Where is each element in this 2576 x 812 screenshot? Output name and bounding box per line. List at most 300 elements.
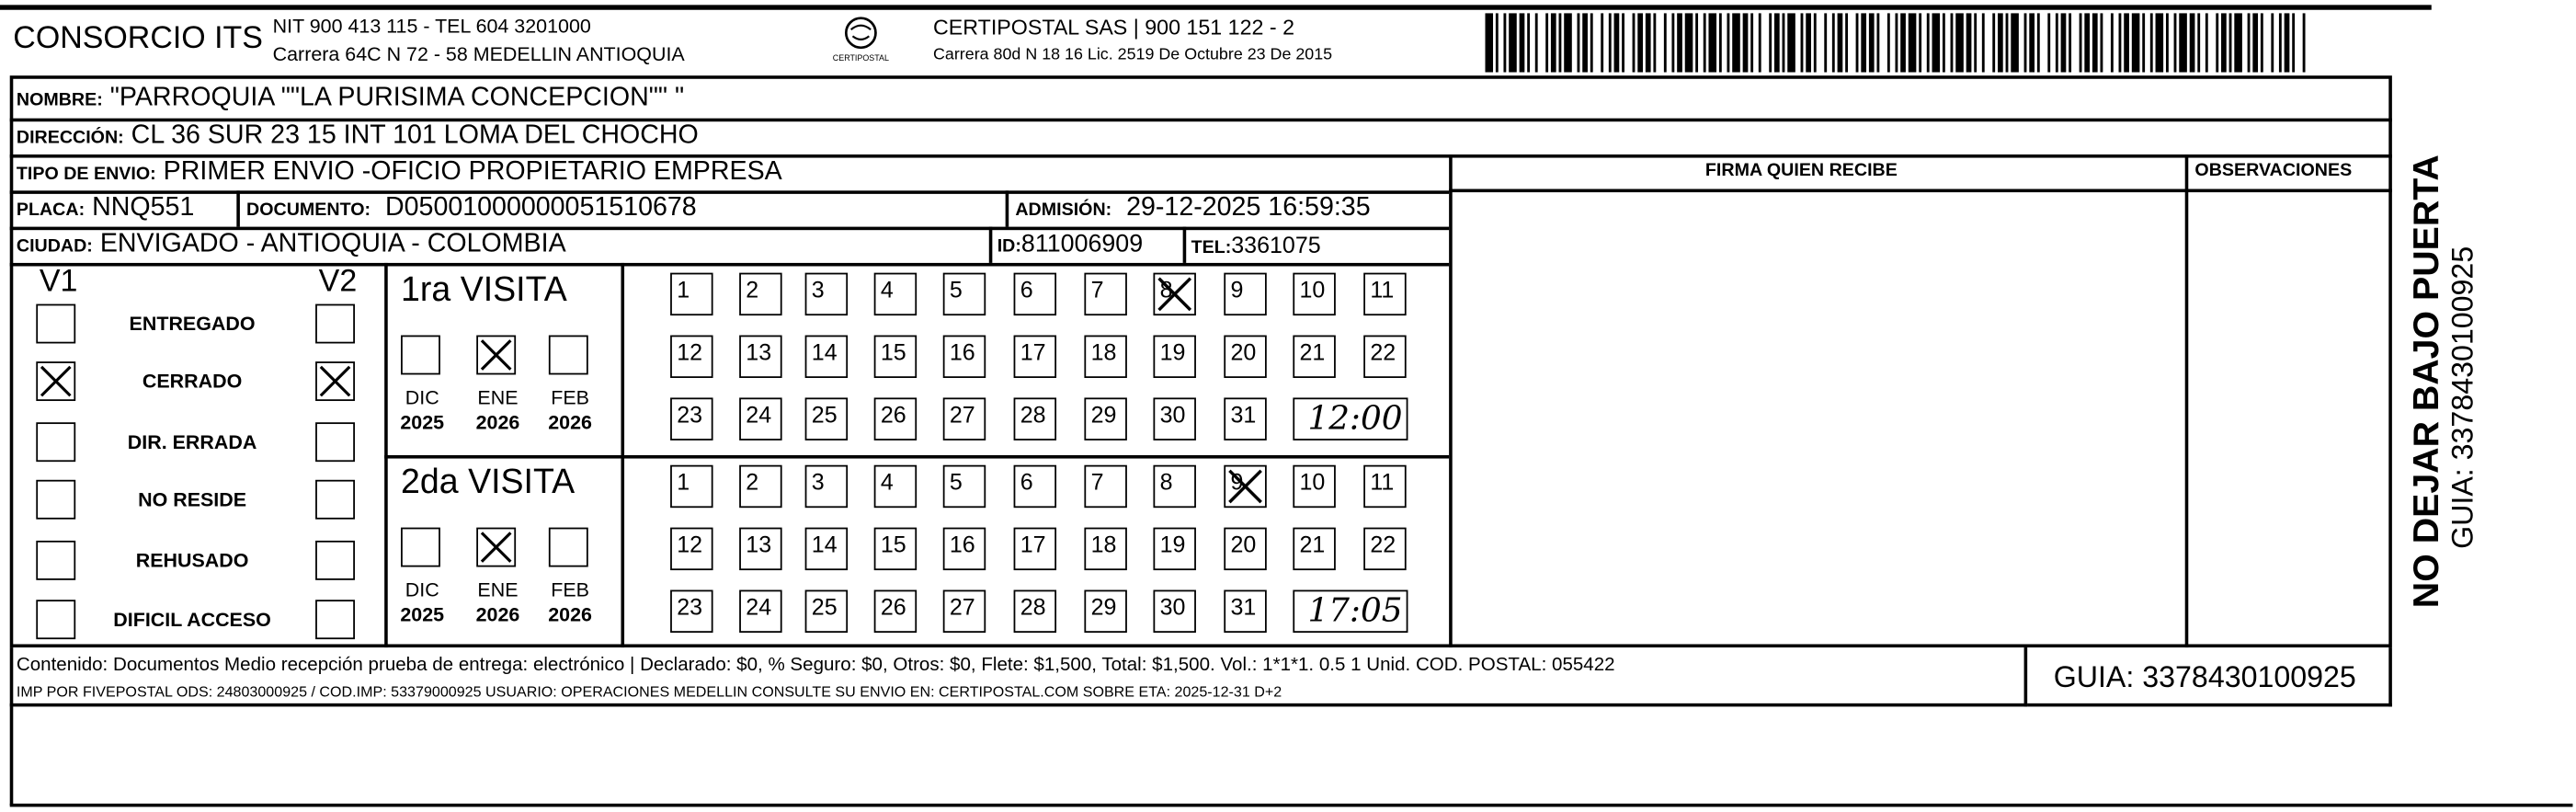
day-box[interactable] <box>805 465 848 508</box>
side-notice: NO DEJAR BAJO PUERTA <box>2405 154 2446 609</box>
month-year: 2026 <box>475 602 520 626</box>
day-number: 25 <box>811 401 838 428</box>
barcode-bar <box>2069 13 2071 72</box>
day-number: 22 <box>1370 531 1396 557</box>
day-number: 1 <box>677 468 690 495</box>
ciudad-label: CIUDAD: <box>16 236 93 257</box>
day-number: 17 <box>1020 338 1046 365</box>
barcode-bar <box>1509 13 1517 72</box>
barcode-bar <box>2156 13 2164 72</box>
day-number: 20 <box>1230 531 1257 557</box>
day-number: 3 <box>811 468 825 495</box>
day-number: 12 <box>677 531 703 557</box>
firma-header: FIRMA QUIEN RECIBE <box>1704 161 1898 181</box>
barcode-bar <box>2119 13 2122 72</box>
day-number: 10 <box>1299 468 1326 495</box>
status-label: CERRADO <box>142 370 243 394</box>
day-number: 22 <box>1370 338 1396 365</box>
tel-value: 3361075 <box>1231 231 1321 258</box>
barcode-bar <box>1535 13 1538 72</box>
day-box[interactable] <box>1153 590 1195 633</box>
footer-contenido: Contenido: Documentos Medio recepción prueba de entrega: electrónico | Declarado: $0, % Seguro: $0, Otros: $0, Flete: $1,500, Total: $1,500. Vol.: 1*1*1. 0.5 1 Unid. COD. POSTAL: 055422 <box>16 656 1615 676</box>
day-box[interactable] <box>1014 336 1056 378</box>
id-label: ID: <box>997 236 1021 257</box>
day-number: 14 <box>811 338 838 365</box>
day-number: 20 <box>1230 338 1257 365</box>
barcode-bar <box>1769 13 1772 72</box>
barcode-bar <box>1653 13 1656 72</box>
footer-guia: GUIA: 3378430100925 <box>2053 660 2356 694</box>
day-box[interactable] <box>1153 465 1195 508</box>
barcode-bar <box>2234 13 2242 72</box>
day-box[interactable] <box>805 273 848 315</box>
day-box[interactable] <box>739 336 781 378</box>
day-number: 8 <box>1159 276 1173 303</box>
barcode-bar <box>1806 13 1811 72</box>
day-number: 3 <box>811 276 825 303</box>
day-number: 29 <box>1090 593 1117 620</box>
tel-field <box>1191 231 1321 260</box>
barcode-bar <box>1774 13 1780 72</box>
month-year: 2026 <box>475 410 520 434</box>
nombre-field <box>17 86 684 112</box>
company-nit: NIT 900 413 115 - TEL 604 3201000 <box>272 15 591 39</box>
day-number: 6 <box>1020 468 1033 495</box>
day-number: 28 <box>1020 401 1046 428</box>
barcode-bar <box>2216 13 2218 72</box>
barcode-bar <box>1759 13 1761 72</box>
day-box[interactable] <box>1014 465 1056 508</box>
barcode-bar <box>1982 13 1985 72</box>
barcode-bar <box>1943 13 1945 72</box>
page-edge-left <box>10 706 14 805</box>
day-number: 13 <box>746 531 772 557</box>
day-box[interactable] <box>1363 528 1406 570</box>
day-box[interactable] <box>805 336 848 378</box>
day-number: 14 <box>811 531 838 557</box>
carrier-name: CERTIPOSTAL SAS | 900 151 122 - 2 <box>933 15 1295 40</box>
tipo-envio-field <box>17 159 782 186</box>
day-box[interactable] <box>1084 336 1126 378</box>
barcode-bar <box>2092 13 2098 72</box>
visit-time[interactable]: 12:00 <box>1293 397 1408 440</box>
barcode-bar <box>1861 13 1866 72</box>
day-box[interactable] <box>1293 465 1335 508</box>
day-number: 4 <box>880 276 894 303</box>
day-box[interactable] <box>1084 590 1126 633</box>
month-name: DIC <box>405 578 439 602</box>
day-number: 19 <box>1159 338 1186 365</box>
day-number: 25 <box>811 593 838 620</box>
top-rule <box>0 5 2432 9</box>
day-number: 10 <box>1299 276 1326 303</box>
barcode-bar <box>1614 13 1620 72</box>
barcode-bar <box>2061 13 2067 72</box>
day-number: 30 <box>1159 593 1186 620</box>
day-number: 2 <box>746 276 759 303</box>
barcode-bar <box>2047 13 2050 72</box>
nombre-value: "PARROQUIA ""LA PURISIMA CONCEPCION"" " <box>109 84 685 112</box>
barcode-bar <box>2037 13 2040 72</box>
day-number: 9 <box>1230 468 1244 495</box>
x-mark-icon <box>478 529 514 565</box>
day-box[interactable] <box>1363 273 1406 315</box>
barcode-bar <box>1727 13 1729 72</box>
barcode-bar <box>1564 13 1572 72</box>
barcode-bar <box>1559 13 1562 72</box>
day-box[interactable] <box>739 397 781 440</box>
barcode-bar <box>1743 13 1749 72</box>
id-value: 811006909 <box>1020 230 1144 258</box>
barcode-bar <box>1787 13 1795 72</box>
company-name: CONSORCIO ITS <box>13 21 263 56</box>
visit-title: 1ra VISITA <box>401 270 567 309</box>
day-box[interactable] <box>1014 528 1056 570</box>
direccion-label: DIRECCIÓN: <box>16 128 124 148</box>
placa-field <box>16 193 195 223</box>
day-number: 28 <box>1020 593 1046 620</box>
month-name: DIC <box>405 385 439 409</box>
direccion-value: CL 36 SUR 23 15 INT 101 LOMA DEL CHOCHO <box>131 121 699 150</box>
day-box[interactable] <box>1084 528 1126 570</box>
barcode-bar <box>1919 13 1921 72</box>
day-number: 31 <box>1230 401 1257 428</box>
barcode-bar <box>1485 13 1493 72</box>
day-number: 23 <box>677 593 703 620</box>
day-number: 24 <box>746 401 772 428</box>
barcode-bar <box>1927 13 1930 72</box>
day-box[interactable] <box>670 590 712 633</box>
barcode-bar <box>1551 13 1556 72</box>
barcode-bar <box>2221 13 2227 72</box>
barcode-bar <box>1719 13 1722 72</box>
barcode-bar <box>1992 13 1995 72</box>
day-box[interactable] <box>1224 336 1266 378</box>
day-number: 19 <box>1159 531 1186 557</box>
barcode-bar <box>2206 13 2208 72</box>
day-number: 16 <box>949 531 975 557</box>
x-mark-icon <box>1155 274 1194 314</box>
barcode-bar <box>1824 13 1827 72</box>
side-guia: GUIA: 3378430100925 <box>2445 246 2479 549</box>
barcode-bar <box>1578 13 1580 72</box>
direccion-field <box>17 123 699 150</box>
day-number: 12 <box>677 338 703 365</box>
barcode-bar <box>1582 13 1588 72</box>
barcode-bar <box>2261 13 2263 72</box>
status-label: REHUSADO <box>135 548 249 572</box>
day-number: 8 <box>1159 468 1173 495</box>
barcode-bar <box>1951 13 1954 72</box>
day-number: 27 <box>949 593 975 620</box>
barcode-bar <box>1801 13 1804 72</box>
day-number: 7 <box>1090 468 1104 495</box>
day-box[interactable] <box>805 590 848 633</box>
barcode-bar <box>1637 13 1643 72</box>
barcode-bar <box>2080 13 2082 72</box>
status-label: NO RESIDE <box>138 487 247 511</box>
day-number: 15 <box>880 531 906 557</box>
tel-label: TEL: <box>1191 238 1232 258</box>
day-number: 18 <box>1090 531 1117 557</box>
barcode-bar <box>2292 13 2295 72</box>
barcode-bar <box>2029 13 2035 72</box>
day-box[interactable] <box>943 465 986 508</box>
day-box[interactable] <box>1224 465 1266 508</box>
day-number: 11 <box>1370 468 1395 495</box>
day-number: 29 <box>1090 401 1117 428</box>
barcode-bar <box>1895 13 1898 72</box>
barcode-bar <box>1685 13 1693 72</box>
day-box[interactable] <box>1084 397 1126 440</box>
month-checkbox[interactable] <box>476 528 516 567</box>
day-box[interactable] <box>943 397 986 440</box>
day-box[interactable] <box>670 397 712 440</box>
day-box[interactable] <box>874 336 917 378</box>
day-number: 21 <box>1299 338 1326 365</box>
day-number: 26 <box>880 593 906 620</box>
day-box[interactable] <box>670 336 712 378</box>
day-number: 6 <box>1020 276 1033 303</box>
day-number: 5 <box>949 276 963 303</box>
day-box[interactable] <box>1224 273 1266 315</box>
barcode-bar <box>2279 13 2282 72</box>
barcode-bar <box>1664 13 1667 72</box>
status-label: DIR. ERRADA <box>127 430 257 454</box>
month-year: 2026 <box>548 602 592 626</box>
barcode-bar <box>1695 13 1698 72</box>
x-mark-icon <box>478 337 514 372</box>
barcode-bar <box>2303 13 2306 72</box>
day-number: 24 <box>746 593 772 620</box>
day-number: 9 <box>1230 276 1244 303</box>
barcode-bar <box>1955 13 1964 72</box>
day-number: 5 <box>949 468 963 495</box>
footer-imp: IMP POR FIVEPOSTAL ODS: 24803000925 / COD.IMP: 53379000925 USUARIO: OPERACIONES MEDELLIN CONSULTE SU ENVIO EN: CERTIPOSTAL.COM SOBRE ETA: 2025-12-31 D+2 <box>16 683 1282 701</box>
day-number: 13 <box>746 338 772 365</box>
ciudad-field <box>17 232 566 258</box>
certipostal-logo <box>828 13 894 69</box>
company-address: Carrera 64C N 72 - 58 MEDELLIN ANTIOQUIA <box>272 42 685 66</box>
barcode-bar <box>2179 13 2187 72</box>
day-number: 17 <box>1020 531 1046 557</box>
day-box[interactable] <box>1014 273 1056 315</box>
day-number: 7 <box>1090 276 1104 303</box>
barcode-bar <box>1601 13 1603 72</box>
barcode-bar <box>1671 13 1674 72</box>
day-number: 31 <box>1230 593 1257 620</box>
page-edge-bottom <box>10 804 2573 807</box>
day-box[interactable] <box>943 273 986 315</box>
day-box[interactable] <box>874 528 917 570</box>
day-box[interactable] <box>1363 336 1406 378</box>
month-checkbox[interactable] <box>401 336 440 375</box>
barcode-bar <box>2111 13 2114 72</box>
tipo-envio-label: TIPO DE ENVIO: <box>16 164 156 185</box>
barcode-bar <box>1633 13 1636 72</box>
status-label: ENTREGADO <box>129 312 256 336</box>
barcode-bar <box>1677 13 1682 72</box>
month-name: FEB <box>551 578 589 602</box>
documento-label: DOCUMENTO: <box>246 200 371 221</box>
day-number: 21 <box>1299 531 1326 557</box>
barcode-bar <box>2174 13 2177 72</box>
day-box[interactable] <box>805 528 848 570</box>
admision-value: 29-12-2025 16:59:35 <box>1126 193 1371 223</box>
month-checkbox[interactable] <box>549 528 588 567</box>
day-box[interactable] <box>1293 528 1335 570</box>
barcode-bar <box>1708 13 1716 72</box>
svg-text:CERTIPOSTAL: CERTIPOSTAL <box>832 53 889 63</box>
barcode-bar <box>2124 13 2129 72</box>
barcode-bar <box>1869 13 1875 72</box>
barcode-bar <box>1609 13 1612 72</box>
day-number: 4 <box>880 468 894 495</box>
month-checkbox[interactable] <box>401 528 440 567</box>
barcode-bar <box>1622 13 1624 72</box>
barcode-bar <box>2197 13 2200 72</box>
day-box[interactable] <box>1084 465 1126 508</box>
barcode-bar <box>2142 13 2145 72</box>
barcode-bar <box>1932 13 1941 72</box>
barcode-bar <box>2132 13 2140 72</box>
observaciones-header: OBSERVACIONES <box>2194 161 2353 181</box>
day-box[interactable] <box>1014 590 1056 633</box>
day-box[interactable] <box>739 590 781 633</box>
ciudad-value: ENVIGADO - ANTIOQUIA - COLOMBIA <box>99 230 566 258</box>
barcode-bar <box>2150 13 2153 72</box>
day-box[interactable] <box>943 590 986 633</box>
day-number: 11 <box>1370 276 1395 303</box>
day-number: 15 <box>880 338 906 365</box>
barcode-bar <box>2271 13 2274 72</box>
day-box[interactable] <box>1224 397 1266 440</box>
x-mark-icon <box>1225 467 1265 507</box>
barcode-bar <box>2006 13 2009 72</box>
barcode-bar <box>1496 13 1499 72</box>
day-box[interactable] <box>1153 397 1195 440</box>
documento-field <box>246 193 697 223</box>
barcode-bar <box>1814 13 1817 72</box>
nombre-label: NOMBRE: <box>16 90 103 110</box>
barcode-bar <box>1750 13 1753 72</box>
day-box[interactable] <box>1293 273 1335 315</box>
barcode-bar <box>2101 13 2103 72</box>
day-box[interactable] <box>874 465 917 508</box>
day-number: 27 <box>949 401 975 428</box>
day-box[interactable] <box>739 465 781 508</box>
status-label: DIFICIL ACCESO <box>113 608 271 632</box>
barcode-bar <box>2248 13 2251 72</box>
day-box[interactable] <box>670 528 712 570</box>
visit-title: 2da VISITA <box>401 463 576 502</box>
barcode <box>1485 13 2307 72</box>
barcode-bar <box>1704 13 1706 72</box>
barcode-bar <box>1966 13 1972 72</box>
month-year: 2025 <box>400 410 445 434</box>
barcode-bar <box>2024 13 2027 72</box>
day-box[interactable] <box>874 397 917 440</box>
day-number: 16 <box>949 338 975 365</box>
month-checkbox[interactable] <box>476 336 516 375</box>
barcode-bar <box>1998 13 2003 72</box>
admision-field <box>1015 193 1371 223</box>
day-box[interactable] <box>739 528 781 570</box>
barcode-bar <box>1520 13 1525 72</box>
day-box[interactable] <box>1224 590 1266 633</box>
barcode-bar <box>2229 13 2232 72</box>
day-box[interactable] <box>1153 528 1195 570</box>
barcode-bar <box>1876 13 1879 72</box>
barcode-bar <box>1527 13 1530 72</box>
tipo-envio-value: PRIMER ENVIO -OFICIO PROPIETARIO EMPRESA <box>163 157 782 186</box>
v1-label: V1 <box>39 264 78 300</box>
day-box[interactable] <box>1363 465 1406 508</box>
day-box[interactable] <box>805 397 848 440</box>
barcode-bar <box>2166 13 2169 72</box>
day-box[interactable] <box>943 528 986 570</box>
barcode-bar <box>1732 13 1740 72</box>
month-name: ENE <box>477 385 519 409</box>
day-box[interactable] <box>874 273 917 315</box>
day-number: 18 <box>1090 338 1117 365</box>
barcode-bar <box>1974 13 1977 72</box>
day-box[interactable] <box>1153 336 1195 378</box>
day-box[interactable] <box>670 465 712 508</box>
barcode-bar <box>1783 13 1785 72</box>
day-number: 26 <box>880 401 906 428</box>
barcode-bar <box>2252 13 2258 72</box>
placa-label: PLACA: <box>16 200 85 221</box>
month-year: 2026 <box>548 410 592 434</box>
day-box[interactable] <box>1293 336 1335 378</box>
barcode-bar <box>1646 13 1651 72</box>
barcode-bar <box>2011 13 2019 72</box>
day-number: 1 <box>677 276 690 303</box>
barcode-bar <box>2084 13 2090 72</box>
day-number: 30 <box>1159 401 1186 428</box>
day-box[interactable] <box>1224 528 1266 570</box>
day-number: 23 <box>677 401 703 428</box>
day-box[interactable] <box>943 336 986 378</box>
barcode-bar <box>1887 13 1890 72</box>
month-checkbox[interactable] <box>549 336 588 375</box>
day-box[interactable] <box>1084 273 1126 315</box>
month-name: FEB <box>551 385 589 409</box>
day-box[interactable] <box>670 273 712 315</box>
barcode-bar <box>1856 13 1859 72</box>
day-box[interactable] <box>739 273 781 315</box>
day-number: 2 <box>746 468 759 495</box>
barcode-bar <box>1590 13 1593 72</box>
day-box[interactable] <box>874 590 917 633</box>
carrier-address: Carrera 80d N 18 16 Lic. 2519 De Octubre 23 De 2015 <box>933 46 1333 64</box>
id-field <box>997 232 1143 258</box>
month-name: ENE <box>477 578 519 602</box>
barcode-bar <box>1503 13 1506 72</box>
placa-value: NNQ551 <box>92 193 195 223</box>
barcode-bar <box>1909 13 1917 72</box>
barcode-bar <box>2190 13 2195 72</box>
barcode-bar <box>1545 13 1548 72</box>
barcode-bar <box>2056 13 2058 72</box>
v2-label: V2 <box>318 264 358 300</box>
admision-label: ADMISIÓN: <box>1015 200 1112 221</box>
day-box[interactable] <box>1014 397 1056 440</box>
month-year: 2025 <box>400 602 445 626</box>
visit-time[interactable]: 17:05 <box>1293 590 1408 633</box>
day-box[interactable] <box>1153 273 1195 315</box>
